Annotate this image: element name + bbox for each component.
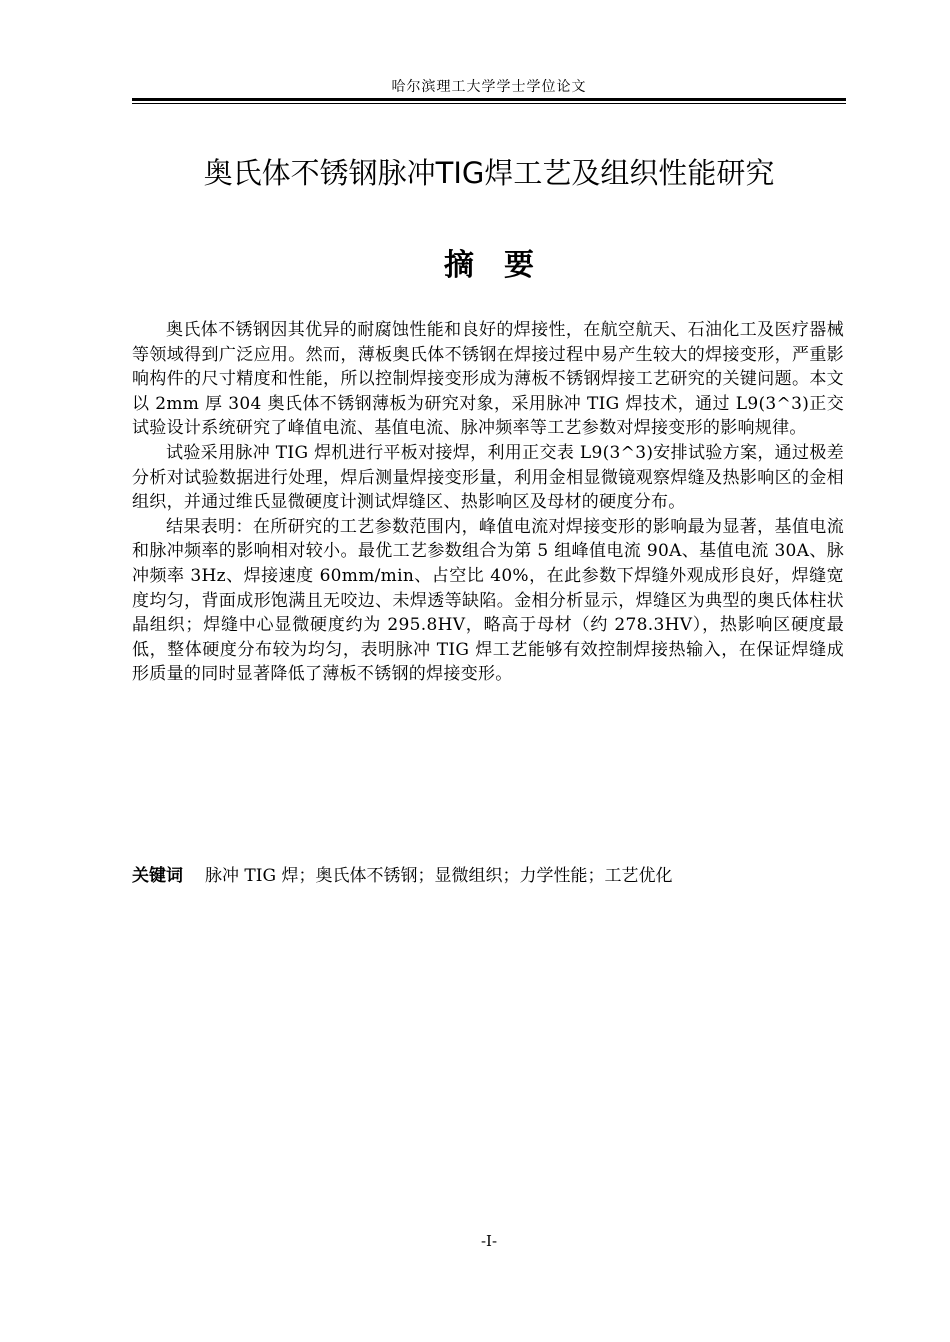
- abstract-heading: 摘要: [444, 248, 564, 283]
- page-number: -I-: [480, 1232, 498, 1250]
- abstract-body: [132, 318, 844, 687]
- abstract-paragraph-2: 试验采用脉冲 TIG 焊机进行平板对接焊，利用正交表 L9(3^3)安排试验方案，通过极差分析对试验数据进行处理，焊后测量焊接变形量，利用金相显微镜观察焊缝及热影响区的金相组织，并通过维氏显微硬度计测试焊缝区、热影响区及母材的硬度分布。: [132, 442, 844, 513]
- abstract-paragraph-1: 奥氏体不锈钢因其优异的耐腐蚀性能和良好的焊接性，在航空航天、石油化工及医疗器械等领域得到广泛应用。然而，薄板奥氏体不锈钢在焊接过程中易产生较大的焊接变形，严重影响构件的尺寸精度和性能，所以控制焊接变形成为薄板不锈钢焊接工艺研究的关键问题。本文以 2mm 厚 304 奥氏体不锈钢薄板为研究对象，采用脉冲 TIG 焊技术，通过 L9(3^3)正交试验设计系统研究了峰值电流、基值电流、脉冲频率等工艺参数对焊接变形的影响规律。: [132, 320, 844, 439]
- keywords-line: [132, 864, 844, 888]
- abstract-paragraph-3: 结果表明：在所研究的工艺参数范围内，峰值电流对焊接变形的影响最为显著，基值电流和脉冲频率的影响相对较小。最优工艺参数组合为第 5 组峰值电流 90A、基值电流 30A、脉冲频率 3Hz、焊接速度 60mm/min、占空比 40%，在此参数下焊缝外观成形良好，焊缝宽度均匀，背面成形饱满且无咬边、未焊透等缺陷。金相分析显示，焊缝区为典型的奥氏体柱状晶组织；焊缝中心显微硬度约为 295.8HV，略高于母材（约 278.3HV），热影响区硬度最低，整体硬度分布较为均匀，表明脉冲 TIG 焊工艺能够有效控制焊接热输入，在保证焊缝成形质量的同时显著降低了薄板不锈钢的焊接变形。: [132, 516, 844, 685]
- header-rule-thin: [132, 103, 846, 104]
- keywords-label: 关键词: [132, 866, 183, 886]
- thesis-title: 奥氏体不锈钢脉冲TIG焊工艺及组织性能研究: [203, 156, 775, 190]
- running-header: 哈尔滨理工大学学士学位论文: [391, 79, 587, 95]
- header-rule-thick: [132, 98, 846, 101]
- keywords-text: 脉冲 TIG 焊；奥氏体不锈钢；显微组织；力学性能；工艺优化: [205, 866, 673, 886]
